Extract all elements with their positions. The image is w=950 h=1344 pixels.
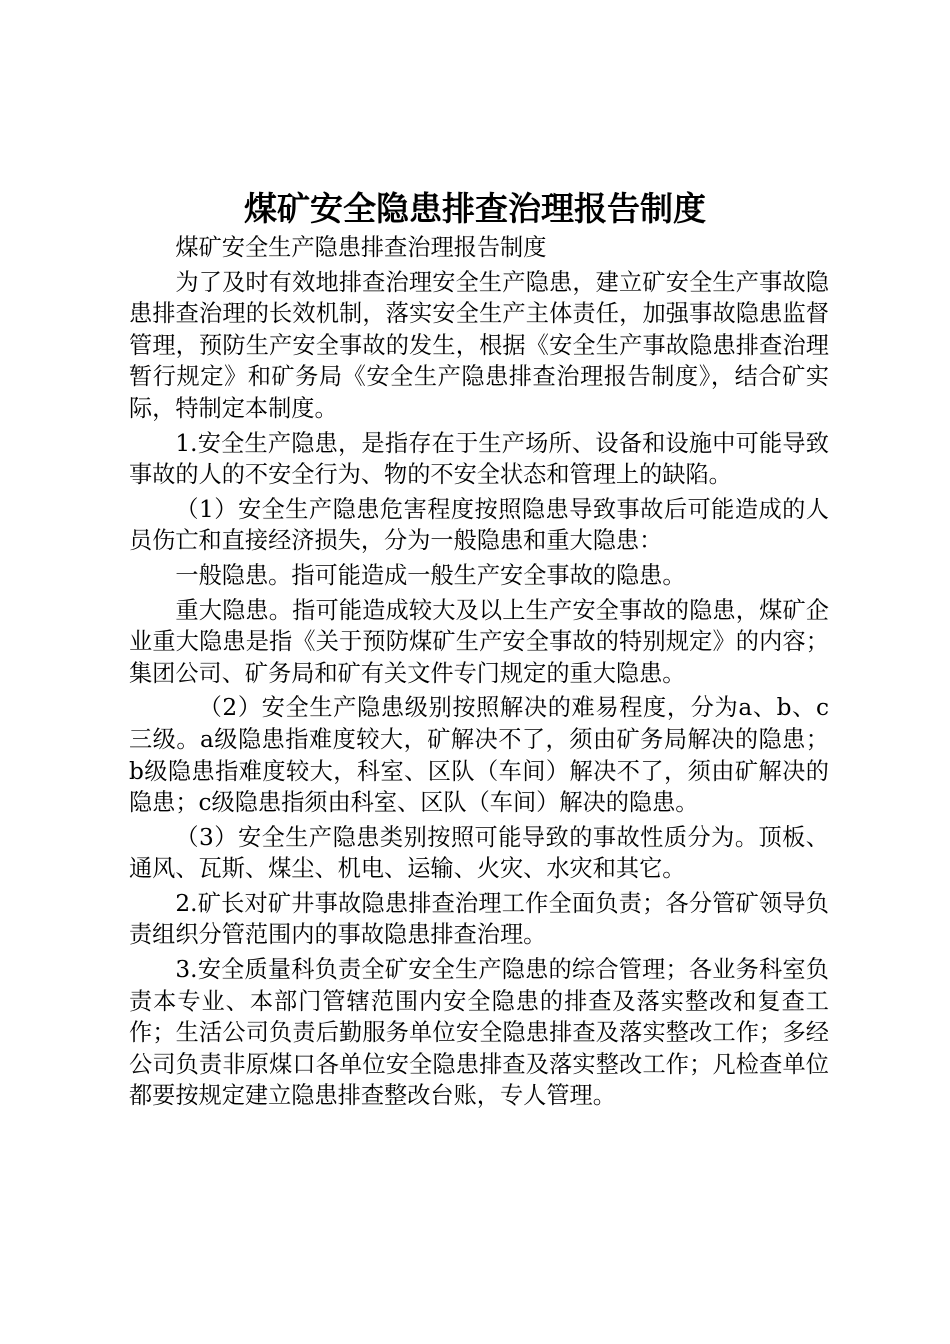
subtitle-paragraph: 煤矿安全生产隐患排查治理报告制度 [175, 234, 547, 261]
clause-1-2-paragraph: （2）安全生产隐患级别按照解决的难易程度，分为a、b、c三级。a级隐患指难度较大，矿解决不了，须由矿务局解决的隐患；b级隐患指难度较大，科室、区队（车间）解决不了，须由矿解决的隐患；c级隐患指须由科室、区队（车间）解决的隐患。 [129, 694, 829, 817]
clause-3-paragraph: 3.安全质量科负责全矿安全生产隐患的综合管理；各业务科室负责本专业、本部门管辖范围内安全隐患的排查及落实整改和复查工作；生活公司负责后勤服务单位安全隐患排查及落实整改工作；多经公司负责非原煤口各单位安全隐患排查及落实整改工作；凡检查单位都要按规定建立隐患排查整改台账，专人管理。 [129, 956, 829, 1110]
clause-1-3-paragraph: （3）安全生产隐患类别按照可能导致的事故性质分为。顶板、通风、瓦斯、煤尘、机电、运输、火灾、水灾和其它。 [129, 823, 829, 883]
clause-2-paragraph: 2.矿长对矿井事故隐患排查治理工作全面负责；各分管矿领导负责组织分管范围内的事故隐患排查治理。 [129, 889, 829, 949]
document-title: 煤矿安全隐患排查治理报告制度 [244, 189, 706, 228]
clause-1-paragraph: 1.安全生产隐患，是指存在于生产场所、设备和设施中可能导致事故的人的不安全行为、物的不安全状态和管理上的缺陷。 [129, 429, 829, 489]
intro-paragraph: 为了及时有效地排查治理安全生产隐患，建立矿安全生产事故隐患排查治理的长效机制，落实安全生产主体责任，加强事故隐患监督管理，预防生产安全事故的发生，根据《安全生产事故隐患排查治理暂行规定》和矿务局《安全生产隐患排查治理报告制度》，结合矿实际，特制定本制度。 [129, 268, 829, 422]
general-hazard-paragraph: 一般隐患。指可能造成一般生产安全事故的隐患。 [175, 561, 686, 589]
major-hazard-paragraph: 重大隐患。指可能造成较大及以上生产安全事故的隐患，煤矿企业重大隐患是指《关于预防煤矿生产安全事故的特别规定》的内容；集团公司、矿务局和矿有关文件专门规定的重大隐患。 [129, 596, 829, 687]
clause-1-1-paragraph: （1）安全生产隐患危害程度按照隐患导致事故后可能造成的人员伤亡和直接经济损失，分为一般隐患和重大隐患： [129, 495, 829, 555]
document-body [129, 232, 829, 1115]
